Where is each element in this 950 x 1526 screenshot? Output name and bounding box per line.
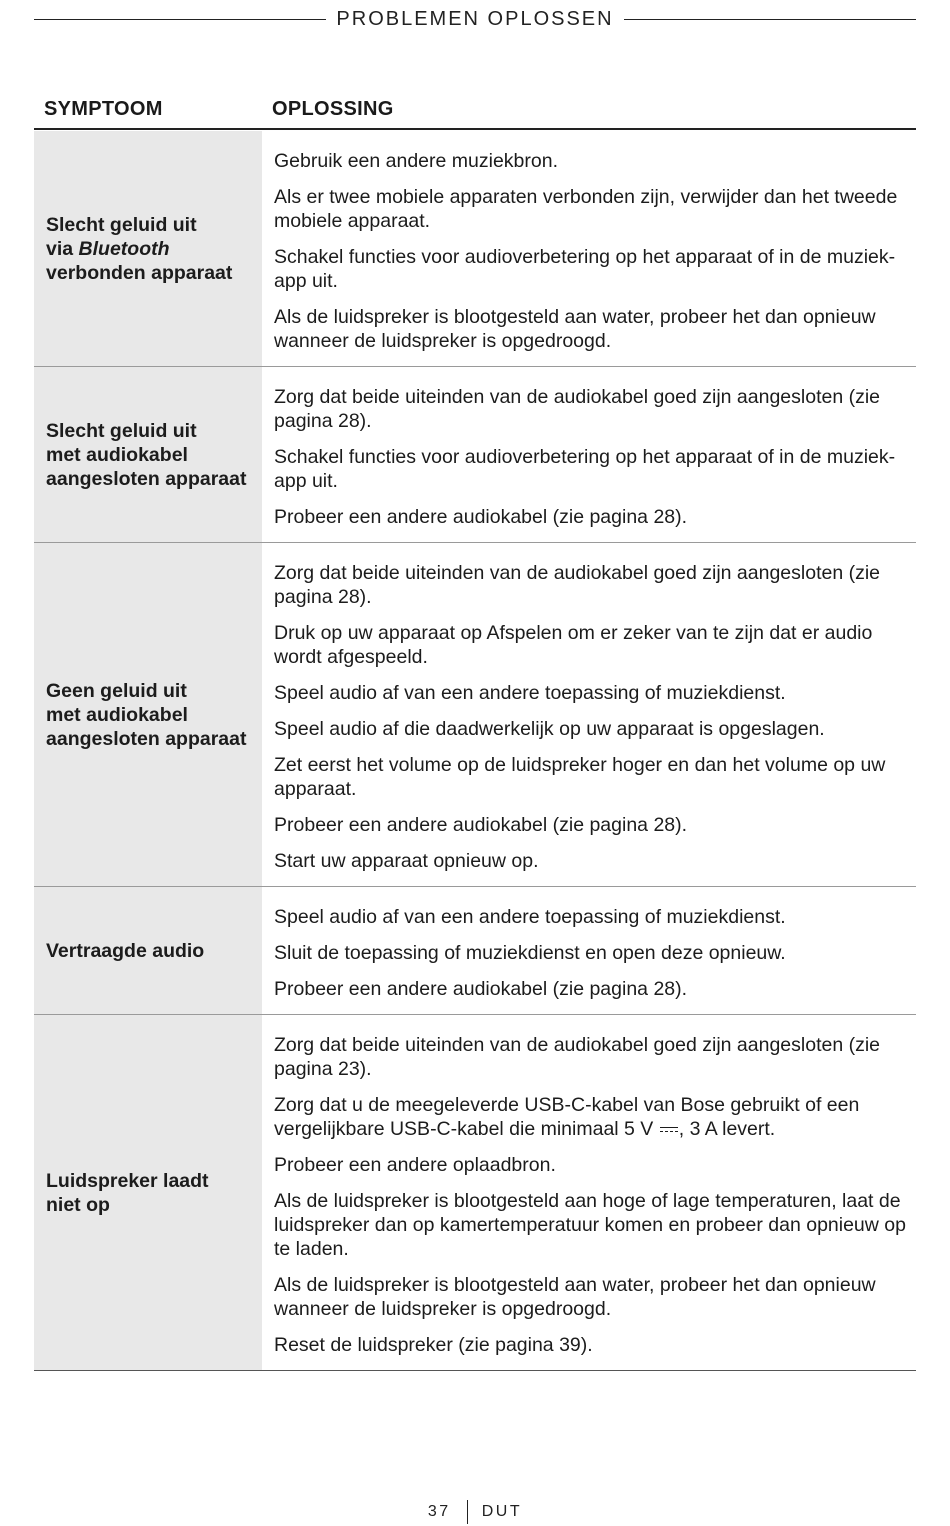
solution-item: Speel audio af van een andere toepassing of muziekdienst. xyxy=(274,682,786,704)
symptom-bluetooth-term: Bluetooth xyxy=(78,237,170,260)
symptom-line: niet op xyxy=(46,1193,110,1216)
symptom-fragment: via xyxy=(46,237,79,260)
solution-item xyxy=(274,1093,906,1141)
solution-item: Als de luidspreker is blootgesteld aan water, probeer het dan opnieuw wanneer de luidspreker is opgedroogd. xyxy=(274,306,876,352)
solution-item: Gebruik een andere muziekbron. xyxy=(274,150,558,172)
solution-item: Zorg dat beide uiteinden van de audiokabel goed zijn aangesloten (zie pagina 28). xyxy=(274,386,881,432)
header-rule-left xyxy=(34,19,326,20)
footer-separator xyxy=(467,1500,468,1524)
page-footer xyxy=(0,1498,950,1526)
symptom-cell xyxy=(34,887,262,1014)
solution-item: Probeer een andere oplaadbron. xyxy=(274,1154,556,1176)
symptom-line: aangesloten apparaat xyxy=(46,467,247,490)
troubleshooting-table xyxy=(34,131,916,1371)
solution-item: Druk op uw apparaat op Afspelen om er zeker van te zijn dat er audio wordt afgespeeld. xyxy=(274,622,873,668)
page-title: PROBLEMEN OPLOSSEN xyxy=(336,7,614,30)
symptom-text xyxy=(46,419,246,491)
table-header xyxy=(34,96,916,130)
symptom-line: verbonden apparaat xyxy=(46,261,233,284)
page-number: 37 xyxy=(427,1503,451,1520)
solution-item: Zorg dat beide uiteinden van de audiokabel goed zijn aangesloten (zie pagina 28). xyxy=(274,562,881,608)
solution-cell xyxy=(262,367,916,542)
symptom-cell xyxy=(34,367,262,542)
symptom-line: Luidspreker laadt xyxy=(46,1169,209,1192)
symptom-line: Slecht geluid uit xyxy=(46,213,197,236)
symptom-line: Vertraagde audio xyxy=(46,939,205,962)
solution-item: Zorg dat beide uiteinden van de audiokabel goed zijn aangesloten (zie pagina 23). xyxy=(274,1034,881,1080)
symptom-line xyxy=(46,237,232,261)
symptom-cell xyxy=(34,131,262,366)
solution-fragment: Zorg dat u de meegeleverde USB-C-kabel van Bose gebruikt of een vergelijkbare USB-C-kabel die minimaal 5 V xyxy=(274,1094,860,1140)
column-header-solution: OPLOSSING xyxy=(272,98,394,120)
solution-item: Schakel functies voor audioverbetering op het apparaat of in de muziek-app uit. xyxy=(274,446,896,492)
language-code: DUT xyxy=(481,1503,523,1520)
table-row xyxy=(34,131,916,367)
solution-item: Zet eerst het volume op de luidspreker hoger en dan het volume op uw apparaat. xyxy=(274,754,886,800)
page-header xyxy=(34,6,916,32)
symptom-text xyxy=(46,1169,209,1217)
symptom-line: met audiokabel xyxy=(46,703,188,726)
solution-item: Start uw apparaat opnieuw op. xyxy=(274,850,539,872)
solution-cell xyxy=(262,1015,916,1370)
solution-cell xyxy=(262,887,916,1014)
solution-cell xyxy=(262,131,916,366)
solution-item: Schakel functies voor audioverbetering op het apparaat of in de muziek-app uit. xyxy=(274,246,896,292)
solution-item: Als de luidspreker is blootgesteld aan hoge of lage temperaturen, laat de luidspreker dan op kamertemperatuur komen en probeer dan opnieuw op te laden. xyxy=(274,1190,906,1260)
symptom-line: aangesloten apparaat xyxy=(46,727,247,750)
dc-current-icon xyxy=(660,1126,678,1134)
table-row xyxy=(34,543,916,887)
symptom-line: Slecht geluid uit xyxy=(46,419,197,442)
symptom-line: Geen geluid uit xyxy=(46,679,187,702)
column-header-symptom: SYMPTOOM xyxy=(44,98,163,120)
symptom-text xyxy=(46,679,246,751)
header-rule-right xyxy=(624,19,916,20)
solution-item: Speel audio af van een andere toepassing of muziekdienst. xyxy=(274,906,786,928)
symptom-line: met audiokabel xyxy=(46,443,188,466)
symptom-cell xyxy=(34,1015,262,1370)
solution-item: Probeer een andere audiokabel (zie pagina 28). xyxy=(274,506,688,528)
solution-item: Als er twee mobiele apparaten verbonden zijn, verwijder dan het tweede mobiele apparaat. xyxy=(274,186,898,232)
solution-item: Probeer een andere audiokabel (zie pagina 28). xyxy=(274,814,688,836)
solution-fragment: , 3 A levert. xyxy=(678,1118,776,1140)
table-row xyxy=(34,367,916,543)
symptom-text xyxy=(46,213,232,285)
symptom-cell xyxy=(34,543,262,886)
solution-cell xyxy=(262,543,916,886)
solution-item: Probeer een andere audiokabel (zie pagina 28). xyxy=(274,978,688,1000)
table-row xyxy=(34,887,916,1015)
solution-item: Speel audio af die daadwerkelijk op uw apparaat is opgeslagen. xyxy=(274,718,825,740)
table-row xyxy=(34,1015,916,1371)
solution-item: Sluit de toepassing of muziekdienst en open deze opnieuw. xyxy=(274,942,786,964)
solution-item: Reset de luidspreker (zie pagina 39). xyxy=(274,1334,593,1356)
solution-item: Als de luidspreker is blootgesteld aan water, probeer het dan opnieuw wanneer de luidspreker is opgedroogd. xyxy=(274,1274,876,1320)
symptom-text xyxy=(46,939,204,963)
